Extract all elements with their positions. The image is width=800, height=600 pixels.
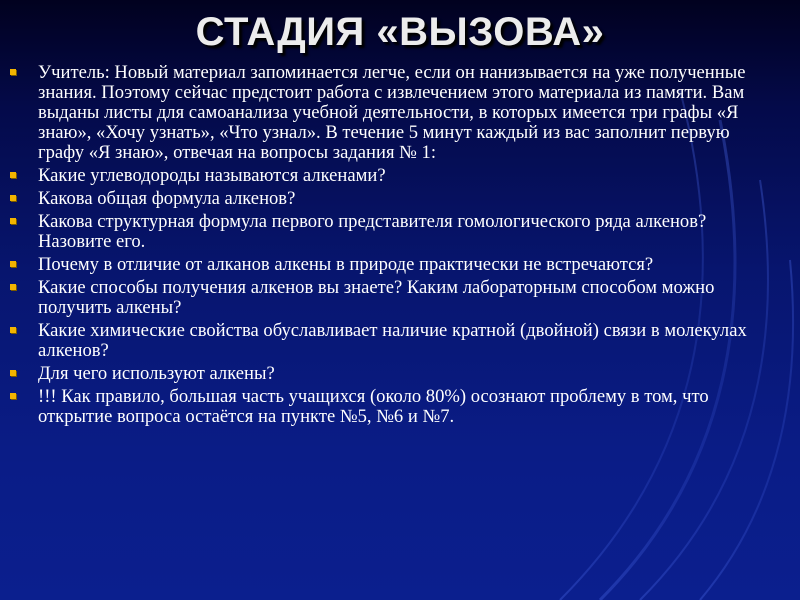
list-item <box>10 189 780 209</box>
list-item <box>10 387 780 427</box>
slide-title: СТАДИЯ «ВЫЗОВА» <box>195 10 605 54</box>
list-item-text: Для чего используют алкены? <box>38 363 275 384</box>
list-item <box>10 63 780 163</box>
list-item-text: Какова общая формула алкенов? <box>38 188 296 209</box>
list-item <box>10 212 780 252</box>
square-bullet-icon <box>10 393 16 399</box>
square-bullet-icon <box>10 69 16 75</box>
square-bullet-icon <box>10 261 16 267</box>
list-item <box>10 166 780 186</box>
list-item-text: Почему в отличие от алканов алкены в природе практически не встречаются? <box>38 254 654 275</box>
list-item <box>10 364 780 384</box>
square-bullet-icon <box>10 218 16 224</box>
list-item <box>10 255 780 275</box>
list-item <box>10 278 780 318</box>
square-bullet-icon <box>10 327 16 333</box>
square-bullet-icon <box>10 284 16 290</box>
list-item <box>10 321 780 361</box>
list-item-text: Какова структурная формула первого представителя гомологического ряда алкенов? Назовите его. <box>38 211 707 252</box>
list-item-text: Учитель: Новый материал запоминается легче, если он нанизывается на уже полученные знания. Поэтому сейчас предстоит работа с извлечением этого материала из памяти. Вам выданы листы для самоанализа учебной деятельности, в которых имеется три графы «Я знаю», «Хочу узнать», «Что узнал». В течение 5 минут каждый из вас заполнит первую графу «Я знаю», отвечая на вопросы задания № 1: <box>38 62 746 163</box>
square-bullet-icon <box>10 195 16 201</box>
list-item-text: Какие углеводороды называются алкенами? <box>38 165 386 186</box>
list-item-text: !!! Как правило, большая часть учащихся (около 80%) осознают проблему в том, что открытие вопроса остаётся на пункте №5, №6 и №7. <box>38 386 709 427</box>
square-bullet-icon <box>10 370 16 376</box>
bullet-list <box>10 63 780 430</box>
square-bullet-icon <box>10 172 16 178</box>
list-item-text: Какие способы получения алкенов вы знаете? Каким лабораторным способом можно получить алкены? <box>38 277 715 318</box>
list-item-text: Какие химические свойства обуславливает наличие кратной (двойной) связи в молекулах алкенов? <box>38 320 747 361</box>
